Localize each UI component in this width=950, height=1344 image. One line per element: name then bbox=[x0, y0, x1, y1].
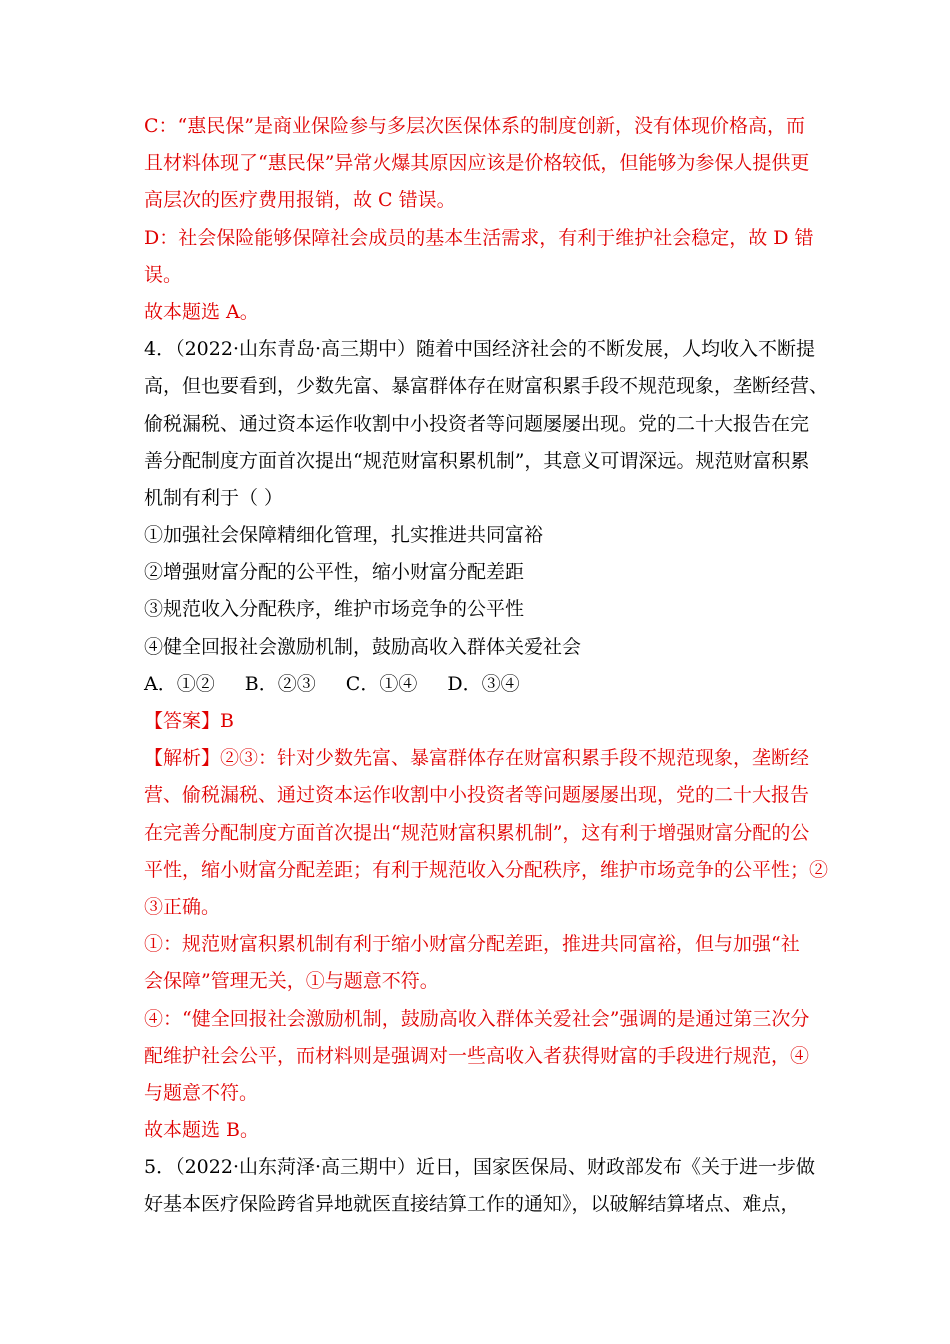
prev-analysis-d bbox=[144, 220, 814, 294]
text-line: ④：“健全回报社会激励机制，鼓励高收入群体关爱社会”强调的是通过第三次分 bbox=[144, 1007, 810, 1030]
prev-analysis-c bbox=[144, 108, 809, 220]
text-line: 营、偷税漏税、通过资本运作收割中小投资者等问题屡屡出现，党的二十大报告 bbox=[144, 784, 810, 807]
statement-item: ②增强财富分配的公平性，缩小财富分配差距 bbox=[144, 561, 525, 584]
prev-conclusion: 故本题选 A。 bbox=[144, 300, 259, 323]
text-line: 误。 bbox=[144, 263, 183, 286]
text-line: 高，但也要看到，少数先富、暴富群体存在财富积累手段不规范现象，垄断经营、 bbox=[144, 375, 829, 398]
question-4-answer: 【答案】B bbox=[144, 710, 234, 732]
text-line: 高层次的医疗费用报销，故 C 错误。 bbox=[144, 189, 456, 212]
text-line: 且材料体现了“惠民保”异常火爆其原因应该是价格较低，但能够为参保人提供更 bbox=[144, 152, 810, 175]
option-d: D．③④ bbox=[447, 672, 520, 695]
statement-item: ①加强社会保障精细化管理，扎实推进共同富裕 bbox=[144, 524, 544, 547]
text-line: 在完善分配制度方面首次提出“规范财富积累机制”，这有利于增强财富分配的公 bbox=[144, 821, 810, 844]
question-4-point-1 bbox=[144, 926, 809, 1000]
text-line: 好基本医疗保险跨省异地就医直接结算工作的通知》，以破解结算堵点、难点， bbox=[144, 1193, 800, 1216]
question-4-conclusion: 故本题选 B。 bbox=[144, 1119, 260, 1142]
text-line: ③正确。 bbox=[144, 895, 221, 918]
statement-item: ④健全回报社会激励机制，鼓励高收入群体关爱社会 bbox=[144, 635, 582, 658]
text-line: 与题意不符。 bbox=[144, 1081, 259, 1104]
text-line: 机制有利于（ ） bbox=[144, 486, 284, 509]
text-line: 【解析】②③：针对少数先富、暴富群体存在财富积累手段不规范现象，垄断经 bbox=[144, 747, 810, 770]
text-line: 善分配制度方面首次提出“规范财富积累机制”，其意义可谓深远。规范财富积累 bbox=[144, 449, 810, 472]
question-4-statements bbox=[144, 517, 809, 666]
question-4-point-4 bbox=[144, 1001, 809, 1113]
option-a: A．①② bbox=[144, 672, 215, 695]
option-c: C．①④ bbox=[345, 672, 418, 695]
text-line: 偷税漏税、通过资本运作收割中小投资者等问题屡屡出现。党的二十大报告在完 bbox=[144, 412, 810, 435]
document-page bbox=[144, 108, 829, 1224]
option-b: B．②③ bbox=[244, 672, 316, 695]
text-line: D：社会保险能够保障社会成员的基本生活需求，有利于维护社会稳定，故 D 错 bbox=[144, 226, 814, 249]
statement-item: ③规范收入分配秩序，维护市场竞争的公平性 bbox=[144, 598, 525, 621]
question-4-stem bbox=[144, 331, 829, 517]
text-line: 平性，缩小财富分配差距；有利于规范收入分配秩序，维护市场竞争的公平性；② bbox=[144, 858, 829, 881]
text-line: 会保障”管理无关，①与题意不符。 bbox=[144, 970, 439, 993]
question-4-options bbox=[144, 666, 809, 703]
text-line: 配维护社会公平，而材料则是强调对一些高收入者获得财富的手段进行规范，④ bbox=[144, 1044, 810, 1067]
question-4-analysis bbox=[144, 740, 829, 926]
text-line: 4．（2022·山东青岛·高三期中）随着中国经济社会的不断发展，人均收入不断提 bbox=[144, 338, 816, 361]
text-line: C：“惠民保”是商业保险参与多层次医保体系的制度创新，没有体现价格高，而 bbox=[144, 115, 805, 137]
text-line: 5．（2022·山东菏泽·高三期中）近日，国家医保局、财政部发布《关于进一步做 bbox=[144, 1156, 816, 1179]
question-5-stem bbox=[144, 1149, 816, 1223]
text-line: ①：规范财富积累机制有利于缩小财富分配差距，推进共同富裕，但与加强“社 bbox=[144, 933, 800, 956]
